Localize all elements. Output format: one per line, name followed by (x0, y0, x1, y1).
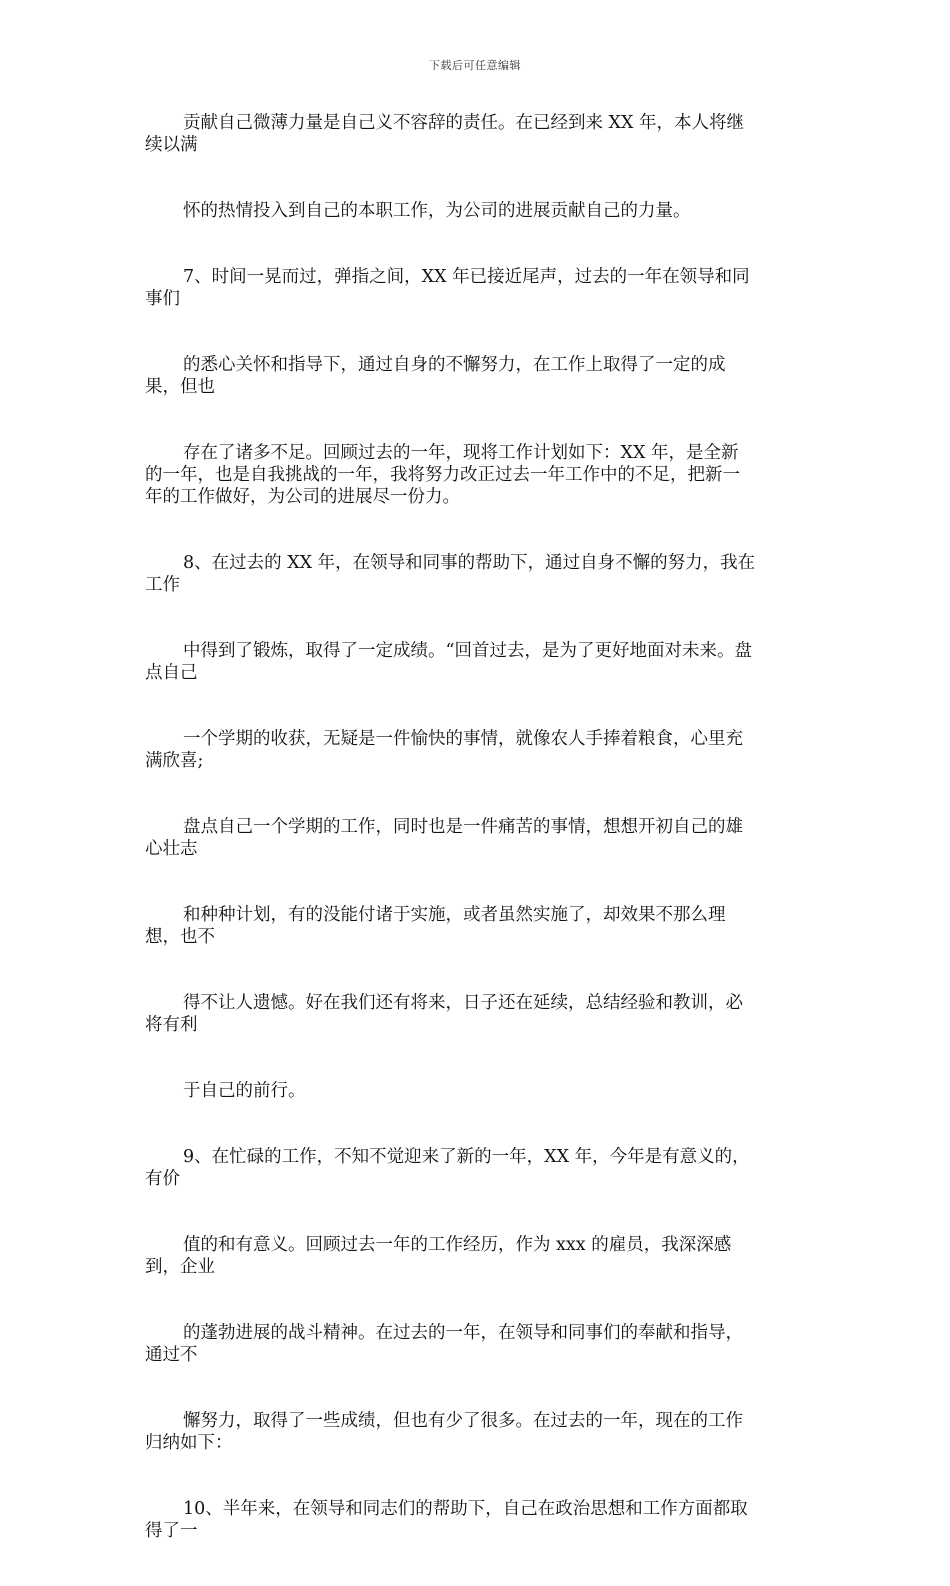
paragraph-line: 点自己 (145, 663, 198, 683)
paragraph (145, 816, 810, 860)
paragraph-line: 到，企业 (145, 1257, 215, 1277)
paragraph-line: 工作 (145, 575, 180, 595)
paragraph (145, 1498, 810, 1542)
paragraph-line: 和种种计划，有的没能付诸于实施，或者虽然实施了，却效果不那么理 (183, 905, 726, 925)
paragraph-line: 事们 (145, 289, 180, 309)
paragraph-line: 于自己的前行。 (183, 1081, 306, 1101)
paragraph (145, 992, 810, 1036)
paragraph-line: 将有利 (145, 1015, 198, 1035)
paragraph (145, 200, 810, 222)
paragraph (145, 1322, 810, 1366)
paragraph (145, 728, 810, 772)
paragraph-line: 年的工作做好，为公司的进展尽一份力。 (145, 487, 460, 507)
paragraph-line: 想，也不 (145, 927, 215, 947)
paragraph (145, 266, 810, 310)
paragraph-line: 续以满 (145, 135, 198, 155)
paragraph-line: 通过不 (145, 1345, 198, 1365)
paragraph-line: 10、半年来，在领导和同志们的帮助下，自己在政治思想和工作方面都取 (183, 1499, 748, 1519)
paragraph (145, 640, 810, 684)
page-header: 下载后可任意编辑 (429, 59, 521, 72)
paragraph-line: 果，但也 (145, 377, 215, 397)
paragraph-line: 存在了诸多不足。回顾过去的一年，现将工作计划如下：XX 年，是全新 (183, 443, 739, 463)
paragraph (145, 112, 810, 156)
paragraph (145, 904, 810, 948)
paragraph-line: 心壮志 (145, 839, 198, 859)
paragraph-line: 的蓬勃进展的战斗精神。在过去的一年，在领导和同事们的奉献和指导， (183, 1323, 743, 1343)
paragraph (145, 1234, 810, 1278)
paragraph-line: 怀的热情投入到自己的本职工作，为公司的进展贡献自己的力量。 (183, 201, 691, 221)
paragraph (145, 354, 810, 398)
paragraph (145, 1080, 810, 1102)
paragraph-line: 值的和有意义。回顾过去一年的工作经历，作为 xxx 的雇员，我深深感 (183, 1235, 732, 1255)
paragraph-line: 满欣喜; (145, 751, 204, 771)
paragraph-line: 盘点自己一个学期的工作，同时也是一件痛苦的事情，想想开初自己的雄 (183, 817, 743, 837)
paragraph-line: 9、在忙碌的工作，不知不觉迎来了新的一年，XX 年，今年是有意义的， (183, 1147, 750, 1167)
paragraph-line: 中得到了锻炼，取得了一定成绩。“回首过去，是为了更好地面对未来。盘 (183, 641, 752, 661)
paragraph-line: 一个学期的收获，无疑是一件愉快的事情，就像农人手捧着粮食，心里充 (183, 729, 743, 749)
paragraph-line: 7、时间一晃而过，弹指之间，XX 年已接近尾声，过去的一年在领导和同 (183, 267, 750, 287)
paragraph-line: 贡献自己微薄力量是自己义不容辞的责任。在已经到来 XX 年，本人将继 (183, 113, 745, 133)
paragraph (145, 1146, 810, 1190)
paragraph (145, 442, 810, 508)
paragraph-line: 8、在过去的 XX 年，在领导和同事的帮助下，通过自身不懈的努力，我在 (183, 553, 756, 573)
paragraph (145, 552, 810, 596)
paragraph-line: 懈努力，取得了一些成绩，但也有少了很多。在过去的一年，现在的工作 (183, 1411, 743, 1431)
paragraph-line: 的悉心关怀和指导下，通过自身的不懈努力，在工作上取得了一定的成 (183, 355, 726, 375)
paragraph-line: 有价 (145, 1169, 180, 1189)
document-body (145, 112, 810, 1586)
paragraph-line: 归纳如下： (145, 1433, 233, 1453)
paragraph (145, 1410, 810, 1454)
paragraph-line: 的一年，也是自我挑战的一年，我将努力改正过去一年工作中的不足，把新一 (145, 465, 740, 485)
paragraph-line: 得了一 (145, 1521, 198, 1541)
paragraph-line: 得不让人遗憾。好在我们还有将来，日子还在延续，总结经验和教训，必 (183, 993, 743, 1013)
